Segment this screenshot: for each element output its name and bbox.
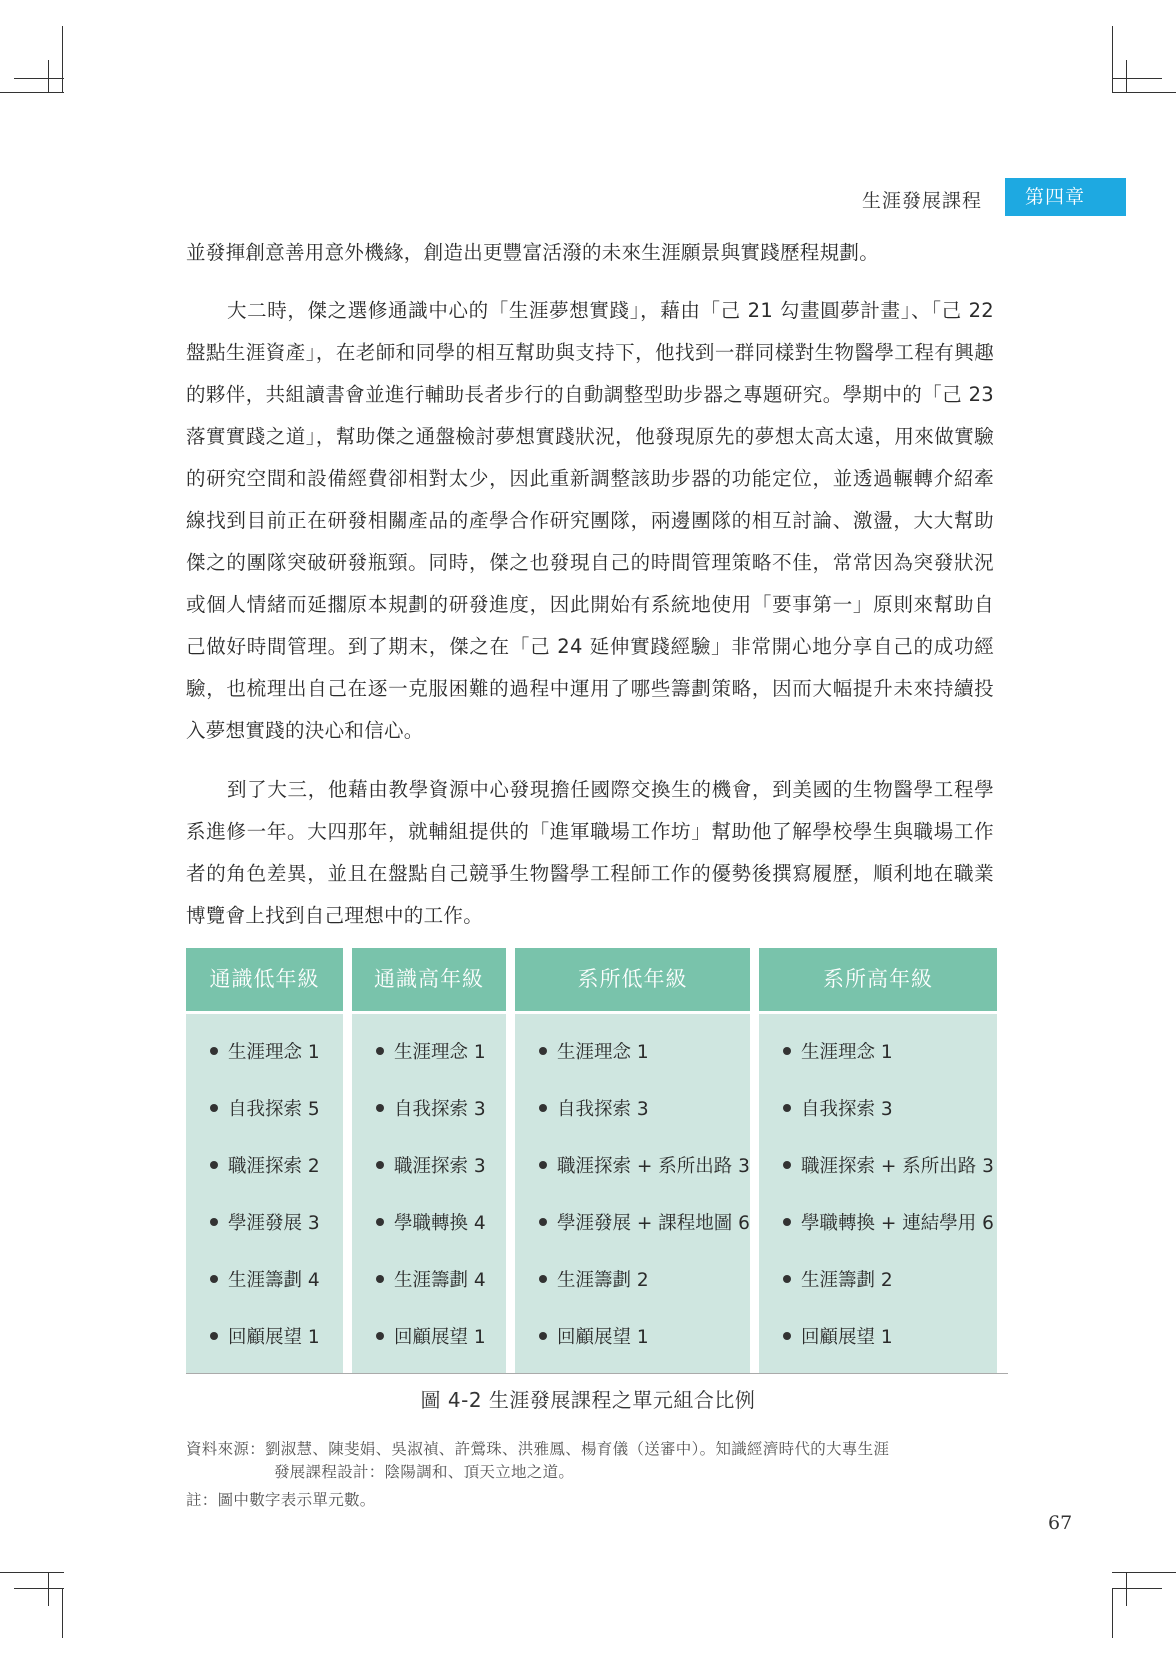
crop-mark [48,1572,49,1606]
figure-column [759,948,997,1373]
body-paragraph [186,232,994,274]
paragraph-text: 大二時，傑之選修通識中心的「生涯夢想實踐」，藉由「己 21 勾畫圓夢計畫」、「己 22 盤點生涯資產」，在老師和同學的相互幫助與支持下，他找到一群同樣對生物醫學工程有興趣的夥伴，共組讀書會並進行輔助長者步行的自動調整型助步器之專題研究。學期中的「己 23 落實實踐之道」，幫助傑之通盤檢討夢想實踐狀況，他發現原先的夢想太高太遠，用來做實驗的研究空間和設備經費卻相對太少，因此重新調整該助步器的功能定位，並透過輾轉介紹牽線找到目前正在研發相關產品的產學合作研究團隊，兩邊團隊的相互討論、激盪，大大幫助傑之的團隊突破研發瓶頸。同時，傑之也發現自己的時間管理策略不佳，常常因為突發狀況或個人情緒而延擱原本規劃的研發進度，因此開始有系統地使用「要事第一」原則來幫助自己做好時間管理。到了期末，傑之在「己 24 延伸實踐經驗」非常開心地分享自己的成功經驗，也梳理出自己在逐一克服困難的過程中運用了哪些籌劃策略，因而大幅提升未來持續投入夢想實踐的決心和信心。 [186,299,994,742]
bullet-icon [210,1218,218,1226]
paragraph-text: 並發揮創意善用意外機緣，創造出更豐富活潑的未來生涯願景與實踐歷程規劃。 [186,241,880,264]
list-item: 學職轉換 4 [352,1209,506,1235]
list-item: 生涯籌劃 4 [352,1266,506,1292]
column-header: 通識高年級 [352,948,506,1011]
bullet-icon [376,1332,384,1340]
figure-column [186,948,343,1373]
crop-mark [1112,26,1113,92]
bullet-icon [783,1161,791,1169]
bullet-icon [210,1332,218,1340]
list-item: 自我探索 3 [759,1095,997,1121]
body-paragraph [186,290,994,752]
bullet-icon [783,1104,791,1112]
source-note [186,1438,1006,1484]
list-item: 職涯探索 + 系所出路 3 [759,1152,997,1178]
paragraph-text: 到了大三，他藉由教學資源中心發現擔任國際交換生的機會，到美國的生物醫學工程學系進修一年。大四那年，就輔組提供的「進軍職場工作坊」幫助他了解學校學生與職場工作者的角色差異，並且在盤點自己競爭生物醫學工程師工作的優勢後撰寫履歷，順利地在職業博覽會上找到自己理想中的工作。 [186,778,994,927]
body-paragraph [186,769,994,937]
bullet-icon [539,1047,547,1055]
bullet-icon [539,1275,547,1283]
crop-mark [1112,1588,1162,1589]
column-body [515,1014,750,1373]
list-item: 學職轉換 + 連結學用 6 [759,1209,997,1235]
crop-mark [48,60,49,92]
figure-column [515,948,750,1373]
crop-mark [14,1588,64,1589]
bullet-icon [376,1047,384,1055]
crop-mark [0,1572,64,1573]
crop-mark [14,78,64,79]
running-header-title: 生涯發展課程 [861,190,982,212]
bullet-icon [376,1161,384,1169]
figure-caption: 圖 4-2 生涯發展課程之單元組合比例 [420,1388,756,1412]
bullet-icon [376,1104,384,1112]
crop-mark [1126,60,1127,92]
list-item: 生涯理念 1 [352,1038,506,1064]
list-item: 生涯籌劃 2 [759,1266,997,1292]
list-item: 生涯理念 1 [515,1038,750,1064]
column-header: 系所高年級 [759,948,997,1011]
source-line: 發展課程設計：陰陽調和、頂天立地之道。 [274,1463,575,1481]
figure-note: 註：圖中數字表示單元數。 [186,1491,376,1509]
column-body [759,1014,997,1373]
column-header: 通識低年級 [186,948,343,1011]
bullet-icon [783,1047,791,1055]
crop-mark [62,26,63,92]
page-number: 67 [1048,1512,1073,1534]
list-item: 回顧展望 1 [759,1323,997,1349]
list-item: 職涯探索 2 [186,1152,343,1178]
list-item: 自我探索 5 [186,1095,343,1121]
bullet-icon [376,1218,384,1226]
crop-mark [0,92,64,93]
column-body [186,1014,343,1373]
bullet-icon [210,1161,218,1169]
bullet-icon [539,1218,547,1226]
bullet-icon [210,1275,218,1283]
source-line: 資料來源：劉淑慧、陳斐娟、吳淑禎、許鶯珠、洪雅鳳、楊育儀（送審中）。知識經濟時代的大專生涯 [186,1440,890,1458]
list-item: 生涯籌劃 2 [515,1266,750,1292]
list-item: 生涯籌劃 4 [186,1266,343,1292]
list-item: 自我探索 3 [515,1095,750,1121]
list-item: 職涯探索 3 [352,1152,506,1178]
bullet-icon [783,1275,791,1283]
list-item: 自我探索 3 [352,1095,506,1121]
bullet-icon [539,1161,547,1169]
figure-baseline-rule [186,1373,1008,1374]
list-item: 生涯理念 1 [759,1038,997,1064]
column-header: 系所低年級 [515,948,750,1011]
crop-mark [62,1588,63,1638]
unit-ratio-figure [186,948,999,1373]
crop-mark [1112,78,1162,79]
chapter-badge: 第四章 [1005,178,1126,216]
list-item: 回顧展望 1 [352,1323,506,1349]
bullet-icon [783,1332,791,1340]
crop-mark [1112,92,1176,93]
list-item: 學涯發展 + 課程地圖 6 [515,1209,750,1235]
list-item: 回顧展望 1 [515,1323,750,1349]
list-item: 生涯理念 1 [186,1038,343,1064]
bullet-icon [210,1047,218,1055]
bullet-icon [376,1275,384,1283]
list-item: 職涯探索 + 系所出路 3 [515,1152,750,1178]
bullet-icon [539,1104,547,1112]
column-body [352,1014,506,1373]
bullet-icon [783,1218,791,1226]
bullet-icon [539,1332,547,1340]
crop-mark [1112,1588,1113,1638]
list-item: 回顧展望 1 [186,1323,343,1349]
crop-mark [1126,1572,1127,1606]
crop-mark [1112,1572,1176,1573]
bullet-icon [210,1104,218,1112]
list-item: 學涯發展 3 [186,1209,343,1235]
figure-column [352,948,506,1373]
